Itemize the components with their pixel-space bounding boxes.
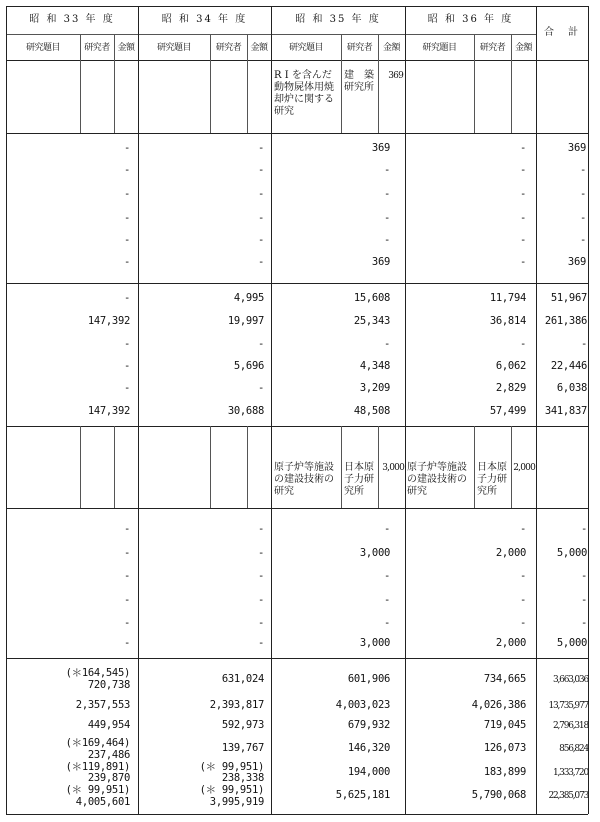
s5-r2-y36: 2,000 [495, 547, 526, 559]
s5-r1-y34: - [257, 523, 264, 535]
s5-r1-y36: - [519, 523, 526, 535]
s6-r1-y34: 631,024 [221, 673, 264, 685]
s6-r4-y36: 126,073 [483, 742, 526, 754]
s2-r3-total: - [579, 188, 586, 200]
s4-y36-topic-line: 研究 [407, 486, 427, 497]
s4-y36-topic-line: 原子炉等施設 [407, 462, 467, 473]
s2-r2-y33: - [123, 164, 130, 176]
header-y34: 昭 和 34 年 度 [161, 14, 248, 25]
s5-r6-y35: 3,000 [359, 637, 390, 649]
s4-y36-researcher-line: 子力研 [477, 474, 507, 485]
s4-y35-researcher-line: 日本原 [344, 462, 374, 473]
s5-r4-y35: - [383, 594, 390, 606]
s6-r2-total: 13,735,977 [548, 701, 588, 711]
s6-r5-y33-paren: (＊119,891) [65, 761, 130, 773]
s3-r2-y34: 19,997 [227, 315, 264, 327]
s1-researcher-line: 研究所 [344, 82, 374, 93]
s3-r3-y34: - [257, 338, 264, 350]
subheader-amount: 金額 [382, 43, 400, 53]
s6-r6-y35: 5,625,181 [335, 789, 390, 801]
s6-r1-y36: 734,665 [483, 673, 526, 685]
s5-r2-y35: 3,000 [359, 547, 390, 559]
s3-r4-y34: 5,696 [233, 360, 264, 372]
s6-r3-y33: 449,954 [87, 719, 130, 731]
s6-r5-y35: 194,000 [347, 766, 390, 778]
subheader-topic: 研究題目 [156, 43, 191, 53]
s3-r1-y35: 15,608 [353, 292, 390, 304]
sub-rule [341, 426, 342, 508]
s6-r1-y35: 601,906 [347, 673, 390, 685]
s4-y35-topic-line: の建設技術の [274, 474, 334, 485]
s5-r4-y34: - [257, 594, 264, 606]
s6-r5-y36: 183,899 [483, 766, 526, 778]
s5-r6-total: 5,000 [556, 637, 587, 649]
s2-r6-y35: 369 [371, 256, 390, 268]
s5-r5-y35: - [383, 617, 390, 629]
subheader-amount: 金額 [514, 43, 532, 53]
s6-r3-total: 2,796,318 [552, 721, 588, 731]
s2-r6-total: 369 [567, 256, 586, 268]
s5-r2-y34: - [257, 547, 264, 559]
s5-r5-y36: - [519, 617, 526, 629]
s3-r1-y36: 11,794 [489, 292, 526, 304]
s6-r1-total: 3,663,036 [552, 675, 588, 685]
sub-rule [474, 426, 475, 508]
subheader-researcher: 研究者 [479, 43, 506, 53]
s2-r6-y36: - [519, 256, 526, 268]
header-y36: 昭 和 36 年 度 [427, 14, 514, 25]
s2-r5-y35: - [383, 234, 390, 246]
s3-r2-y35: 25,343 [353, 315, 390, 327]
s3-r3-y33: - [123, 338, 130, 350]
s5-r1-y35: - [383, 523, 390, 535]
s5-r4-y36: - [519, 594, 526, 606]
s3-r5-y33: - [123, 382, 130, 394]
s5-r5-y33: - [123, 617, 130, 629]
rule-section2-bottom [6, 283, 588, 284]
s5-r3-total: - [580, 570, 587, 582]
s2-r6-y33: - [123, 256, 130, 268]
s2-r5-y33: - [123, 234, 130, 246]
s2-r1-y34: - [257, 142, 264, 154]
s6-r4-y34: 139,767 [221, 742, 264, 754]
s2-r1-y35: 369 [371, 142, 390, 154]
s3-r1-y34: 4,995 [233, 292, 264, 304]
s1-amount: 369 [388, 71, 403, 81]
s2-r5-y36: - [519, 234, 526, 246]
s2-r1-y36: - [519, 142, 526, 154]
s6-r2-y36: 4,026,386 [471, 699, 526, 711]
s3-r6-y33: 147,392 [87, 405, 130, 417]
s6-r3-y34: 592,973 [221, 719, 264, 731]
s6-r6-y34-paren: (＊ 99,951) [199, 784, 264, 796]
s5-r5-y34: - [257, 617, 264, 629]
subheader-amount: 金額 [250, 43, 268, 53]
s1-topic-line: R I を含んだ [274, 70, 332, 81]
s3-r1-total: 51,967 [550, 292, 587, 304]
s6-r6-y36: 5,790,068 [471, 789, 526, 801]
rule-y36-total [536, 6, 537, 814]
rule-right [588, 6, 589, 814]
sub-rule [80, 426, 81, 508]
rule-left [6, 6, 7, 814]
s3-r6-y36: 57,499 [489, 405, 526, 417]
s3-r3-total: - [580, 338, 587, 350]
s1-topic-line: 動物屍体用焼 [274, 82, 334, 93]
s4-y35-topic-line: 研究 [274, 486, 294, 497]
s4-y36-topic-line: の建設技術の [407, 474, 467, 485]
s3-r6-y35: 48,508 [353, 405, 390, 417]
s6-r3-y36: 719,045 [483, 719, 526, 731]
s6-r4-y35: 146,320 [347, 742, 390, 754]
s6-r2-y35: 4,003,023 [335, 699, 390, 711]
s3-r2-y36: 36,814 [489, 315, 526, 327]
s1-researcher-line: 建 築 [344, 70, 374, 81]
sub-rule [247, 426, 248, 508]
header-y33: 昭 和 33 年 度 [29, 14, 115, 25]
s6-r4-y33-paren: (＊169,464) [65, 737, 130, 749]
s3-r5-y36: 2,829 [495, 382, 526, 394]
s2-r2-y34: - [257, 164, 264, 176]
s6-r5-total: 1,333,720 [552, 768, 588, 778]
s5-r2-y33: - [123, 547, 130, 559]
s4-y35-researcher-line: 子力研 [344, 474, 374, 485]
s2-r4-y34: - [257, 212, 264, 224]
s2-r5-y34: - [257, 234, 264, 246]
s6-r6-y34: 3,995,919 [209, 796, 264, 808]
s4-y35-amount: 3,000 [382, 463, 404, 473]
s4-y36-researcher-line: 究所 [477, 486, 497, 497]
s3-r4-total: 22,446 [550, 360, 587, 372]
s2-r2-y36: - [519, 164, 526, 176]
s3-r2-total: 261,386 [544, 315, 587, 327]
s5-r3-y33: - [123, 570, 130, 582]
s4-y35-topic-line: 原子炉等施設 [274, 462, 334, 473]
s6-r5-y34: 238,338 [221, 772, 264, 784]
s3-r5-total: 6,038 [556, 382, 587, 394]
s5-r4-y33: - [123, 594, 130, 606]
s2-r5-total: - [579, 234, 586, 246]
s2-r4-y36: - [519, 212, 526, 224]
s2-r1-total: 369 [567, 142, 586, 154]
s6-r4-total: 856,824 [559, 744, 588, 754]
s4-y36-amount: 2,000 [513, 463, 535, 473]
rule-header-bottom [6, 60, 588, 61]
s6-r6-y33-paren: (＊ 99,951) [65, 784, 130, 796]
s1-topic-line: 却炉に関する [274, 94, 334, 105]
rule-top [6, 6, 588, 7]
rule-section3-bottom [6, 426, 588, 427]
s5-r1-total: - [580, 523, 587, 535]
subheader-amount: 金額 [117, 43, 135, 53]
s6-r3-y35: 679,932 [347, 719, 390, 731]
s5-r3-y36: - [519, 570, 526, 582]
s1-topic-line: 研究 [274, 106, 294, 117]
rule-section4-bottom [6, 508, 588, 509]
s5-r3-y35: - [383, 570, 390, 582]
s6-r2-y34: 2,393,817 [209, 699, 264, 711]
subheader-topic: 研究題目 [25, 43, 60, 53]
s2-r2-total: - [579, 164, 586, 176]
s6-r4-y33: 237,486 [87, 749, 130, 761]
header-y35: 昭 和 35 年 度 [295, 14, 381, 25]
s2-r1-y33: - [123, 142, 130, 154]
s3-r4-y33: - [123, 360, 130, 372]
subheader-researcher: 研究者 [215, 43, 242, 53]
s2-r6-y34: - [257, 256, 264, 268]
s3-r6-y34: 30,688 [227, 405, 264, 417]
s3-r1-y33: - [123, 292, 130, 304]
s3-r6-total: 341,837 [544, 405, 587, 417]
s3-r4-y36: 6,062 [495, 360, 526, 372]
rule-section1-bottom [6, 133, 588, 134]
s5-r1-y33: - [123, 523, 130, 535]
sub-rule [114, 426, 115, 508]
s3-r2-y33: 147,392 [87, 315, 130, 327]
s2-r3-y36: - [519, 188, 526, 200]
s2-r4-total: - [579, 212, 586, 224]
s3-r4-y35: 4,348 [359, 360, 390, 372]
rule-y33-y34 [138, 6, 139, 814]
s2-r4-y33: - [123, 212, 130, 224]
s2-r4-y35: - [383, 212, 390, 224]
s2-r3-y34: - [257, 188, 264, 200]
s5-r4-total: - [580, 594, 587, 606]
s3-r3-y36: - [519, 338, 526, 350]
s5-r6-y34: - [257, 637, 264, 649]
s6-r1-y33-paren: (＊164,545) [65, 667, 130, 679]
s5-r3-y34: - [257, 570, 264, 582]
s6-r5-y34-paren: (＊ 99,951) [199, 761, 264, 773]
rule-y34-y35 [271, 6, 272, 814]
s5-r6-y36: 2,000 [495, 637, 526, 649]
rule-table-bottom [6, 814, 588, 815]
s3-r5-y35: 3,209 [359, 382, 390, 394]
subheader-researcher: 研究者 [84, 43, 110, 53]
rule-y35-y36 [405, 6, 406, 814]
s6-r2-y33: 2,357,553 [75, 699, 130, 711]
s4-y36-researcher-line: 日本原 [477, 462, 507, 473]
s5-r6-y33: - [123, 637, 130, 649]
s3-r5-y34: - [257, 382, 264, 394]
s2-r3-y35: - [383, 188, 390, 200]
subheader-topic: 研究題目 [422, 43, 457, 53]
s6-r6-y33: 4,005,601 [75, 796, 130, 808]
sub-rule [210, 426, 211, 508]
s6-r5-y33: 239,870 [87, 772, 130, 784]
s3-r3-y35: - [383, 338, 390, 350]
s6-r1-y33: 720,738 [87, 679, 130, 691]
subheader-topic: 研究題目 [288, 43, 323, 53]
s5-r2-total: 5,000 [556, 547, 587, 559]
subheader-researcher: 研究者 [346, 43, 373, 53]
s2-r3-y33: - [123, 188, 130, 200]
rule-section5-bottom [6, 658, 588, 659]
header-total: 合 計 [544, 27, 580, 38]
s6-r6-total: 22,385,073 [548, 791, 588, 801]
s5-r5-total: - [580, 617, 587, 629]
s2-r2-y35: - [383, 164, 390, 176]
s4-y35-researcher-line: 究所 [344, 486, 364, 497]
